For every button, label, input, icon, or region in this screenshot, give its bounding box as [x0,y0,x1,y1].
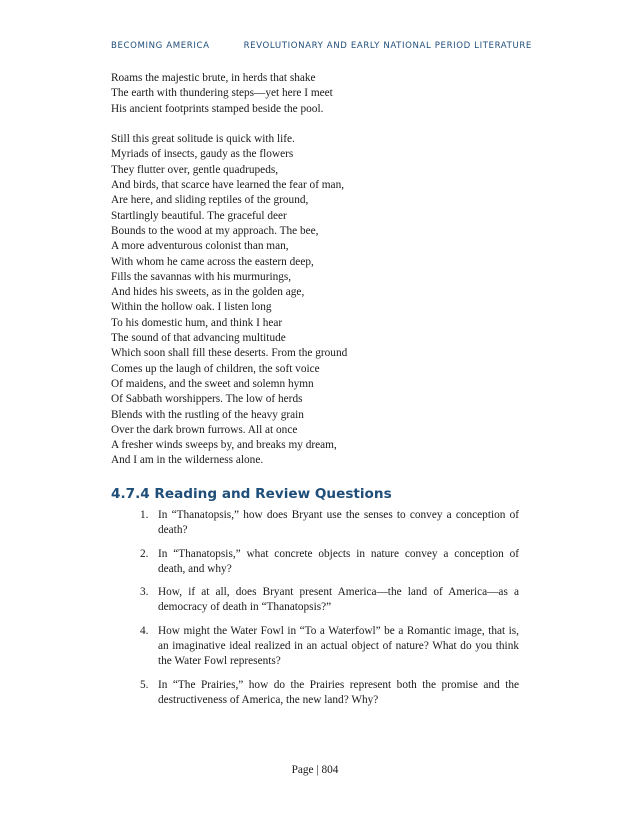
poem-line: Are here, and sliding reptiles of the ground, [111,194,309,207]
question-text: How, if at all, does Bryant present America—the land of America—as a democracy of death in “Thanatopsis?” [158,586,519,614]
poem-line: The earth with thundering steps—yet here I meet [111,87,333,100]
question-item [111,678,519,709]
header-book-title: BECOMING AMERICA [111,41,210,51]
poem-line: Bounds to the wood at my approach. The bee, [111,224,319,237]
question-item [111,547,519,578]
question-number: 4. [140,624,149,637]
poem-line: Blends with the rustling of the heavy grain [111,408,304,421]
page-number: Page | 804 [291,764,339,776]
poem-line: A fresher winds sweeps by, and breaks my dream, [111,439,337,452]
poem-line: A more adventurous colonist than man, [111,240,289,253]
question-text: How might the Water Fowl in “To a Waterfowl” be a Romantic image, that is, an imaginative ideal realized in an actual object of nature? What do you think the Water Fowl represents? [158,624,519,668]
poem-line: Comes up the laugh of children, the soft voice [111,362,320,375]
poem-line: His ancient footprints stamped beside the pool. [111,102,324,115]
poem-line: Startlingly beautiful. The graceful deer [111,209,287,222]
poem-excerpt [111,71,347,469]
poem-line: Fills the savannas with his murmurings, [111,270,292,283]
running-header [111,41,532,51]
page-footer [0,764,630,776]
question-number: 5. [140,678,149,691]
poem-stanza [111,132,347,469]
poem-line: With whom he came across the eastern deep, [111,255,314,268]
question-number: 3. [140,586,149,599]
poem-line: Over the dark brown furrows. All at once [111,423,298,436]
poem-line: Still this great solitude is quick with life. [111,133,295,146]
poem-line: And birds, that scarce have learned the fear of man, [111,179,345,192]
question-item [111,508,519,539]
question-text: In “Thanatopsis,” how does Bryant use the senses to convey a conception of death? [158,509,519,537]
poem-line: And hides his sweets, as in the golden age, [111,286,305,299]
question-text: In “The Prairies,” how do the Prairies represent both the promise and the destructiveness of America, the new land? Why? [158,678,519,706]
poem-line: The sound of that advancing multitude [111,332,286,345]
header-chapter-title: REVOLUTIONARY AND EARLY NATIONAL PERIOD LITERATURE [243,41,532,51]
poem-line: Which soon shall fill these deserts. From the ground [111,347,348,360]
poem-line: Myriads of insects, gaudy as the flowers [111,148,294,161]
poem-stanza [111,71,347,117]
poem-line: Within the hollow oak. I listen long [111,301,272,314]
question-text: In “Thanatopsis,” what concrete objects in nature convey a conception of death, and why? [158,547,519,575]
question-list [111,508,519,716]
question-number: 1. [140,509,149,521]
poem-line: Of Sabbath worshippers. The low of herds [111,393,303,406]
question-item [111,585,519,616]
section-heading: 4.7.4 Reading and Review Questions [111,486,392,502]
question-number: 2. [140,547,149,560]
poem-line: They flutter over, gentle quadrupeds, [111,163,279,176]
poem-line: And I am in the wilderness alone. [111,454,264,467]
poem-line: To his domestic hum, and think I hear [111,316,283,329]
poem-line: Of maidens, and the sweet and solemn hymn [111,377,314,390]
question-item [111,624,519,670]
poem-line: Roams the majestic brute, in herds that shake [111,72,316,84]
